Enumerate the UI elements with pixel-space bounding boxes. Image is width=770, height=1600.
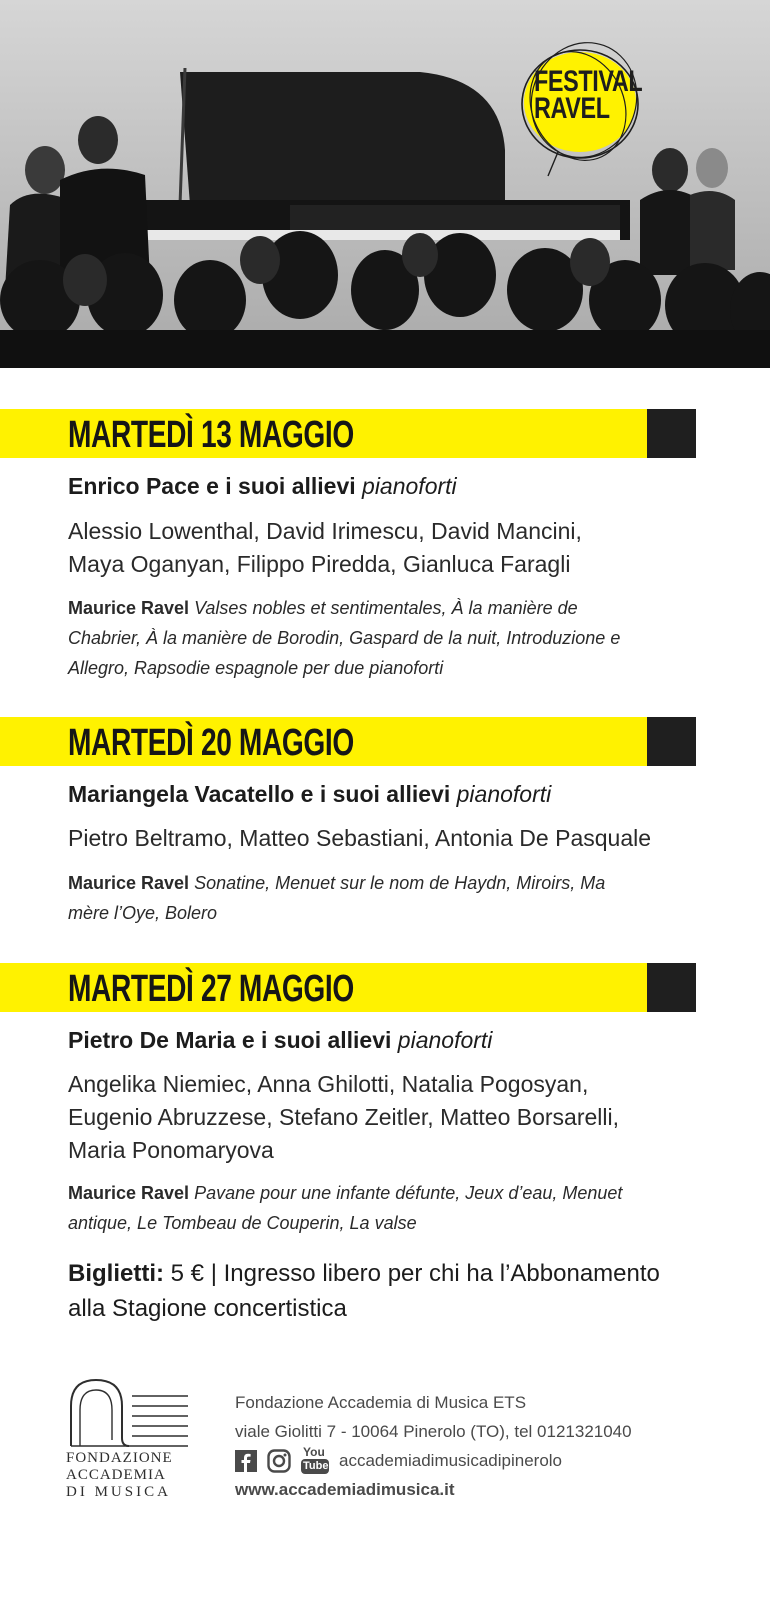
date-bar	[0, 409, 770, 458]
date-bar-black-block	[647, 409, 696, 458]
event-date: MARTEDÌ 27 MAGGIO	[68, 968, 354, 1010]
composer: Maurice Ravel	[68, 873, 190, 893]
teacher-name: Mariangela Vacatello e i suoi allievi	[68, 781, 451, 807]
date-bar	[0, 963, 770, 1012]
event-date: MARTEDÌ 20 MAGGIO	[68, 722, 354, 764]
youtube-label-you: You	[303, 1444, 325, 1459]
composer: Maurice Ravel	[68, 598, 190, 618]
event-teacher	[68, 471, 457, 501]
date-bar-black-block	[647, 963, 696, 1012]
instrument: pianoforti	[397, 1027, 493, 1053]
event-program	[68, 868, 708, 928]
tickets-price: 5 € | Ingresso libero per chi ha l’Abbonamento	[164, 1260, 660, 1287]
tickets-info	[68, 1256, 708, 1326]
foundation-logo-line: FONDAZIONE	[66, 1450, 173, 1466]
teacher-name: Enrico Pace e i suoi allievi	[68, 473, 356, 499]
contact-block	[235, 1388, 632, 1504]
tickets-line2: alla Stagione concertistica	[68, 1295, 347, 1322]
program-line: Allegro, Rapsodie espagnole per due pianoforti	[68, 658, 444, 678]
youtube-icon[interactable]	[301, 1444, 329, 1474]
event-20-maggio	[0, 717, 770, 923]
social-handle[interactable]: accademiadimusicadipinerolo	[339, 1451, 563, 1470]
program-line: antique, Le Tombeau de Couperin, La valse	[68, 1213, 417, 1233]
program-line: Chabrier, À la manière de Borodin, Gaspard de la nuit, Introduzione e	[68, 628, 621, 648]
event-teacher	[68, 779, 551, 809]
event-13-maggio	[0, 409, 770, 678]
instrument: pianoforti	[362, 473, 457, 499]
event-date: MARTEDÌ 13 MAGGIO	[68, 414, 354, 456]
foundation-logo-line: DI MUSICA	[66, 1484, 171, 1500]
hero-photo	[0, 0, 770, 368]
address: viale Giolitti 7 - 10064 Pinerolo (TO), tel 0121321040	[235, 1422, 632, 1441]
festival-logo-line2: RAVEL	[534, 92, 610, 125]
org-name: Fondazione Accademia di Musica ETS	[235, 1393, 527, 1412]
tickets-label: Biglietti:	[68, 1260, 164, 1287]
facebook-icon[interactable]	[235, 1450, 257, 1472]
students-line: Maya Oganyan, Filippo Piredda, Gianluca Faragli	[68, 551, 571, 577]
composer: Maurice Ravel	[68, 1183, 190, 1203]
event-students	[68, 515, 708, 581]
students-line: Alessio Lowenthal, David Irimescu, David Mancini,	[68, 518, 582, 544]
event-program	[68, 1178, 708, 1238]
program-line: mère l’Oye, Bolero	[68, 903, 218, 923]
students-line: Pietro Beltramo, Matteo Sebastiani, Antonia De Pasquale	[68, 825, 652, 851]
youtube-label-tube: Tube	[303, 1459, 329, 1472]
event-27-maggio	[0, 963, 770, 1233]
foundation-logo-text	[66, 1450, 192, 1501]
instagram-icon[interactable]	[267, 1449, 291, 1473]
website-link[interactable]: www.accademiadimusica.it	[235, 1480, 455, 1499]
festival-logo-line1: FESTIVAL	[534, 65, 643, 98]
program-line: Sonatine, Menuet sur le nom de Haydn, Miroirs, Ma	[194, 873, 606, 893]
students-line: Angelika Niemiec, Anna Ghilotti, Natalia Pogosyan,	[68, 1071, 589, 1097]
students-line: Maria Ponomaryova	[68, 1137, 274, 1163]
festival-logo-text	[534, 65, 643, 125]
event-program	[68, 593, 708, 683]
program-line: Valses nobles et sentimentales, À la manière de	[194, 598, 578, 618]
event-teacher	[68, 1025, 492, 1055]
foundation-logo-line: ACCADEMIA	[66, 1467, 166, 1483]
instrument: pianoforti	[456, 781, 552, 807]
concert-photo	[0, 0, 770, 368]
social-row	[235, 1446, 632, 1475]
teacher-name: Pietro De Maria e i suoi allievi	[68, 1027, 392, 1053]
students-line: Eugenio Abruzzese, Stefano Zeitler, Matteo Borsarelli,	[68, 1104, 620, 1130]
program-line: Pavane pour une infante défunte, Jeux d’eau, Menuet	[194, 1183, 623, 1203]
event-students	[68, 822, 708, 855]
date-bar	[0, 717, 770, 766]
date-bar-black-block	[647, 717, 696, 766]
event-students	[68, 1068, 708, 1167]
